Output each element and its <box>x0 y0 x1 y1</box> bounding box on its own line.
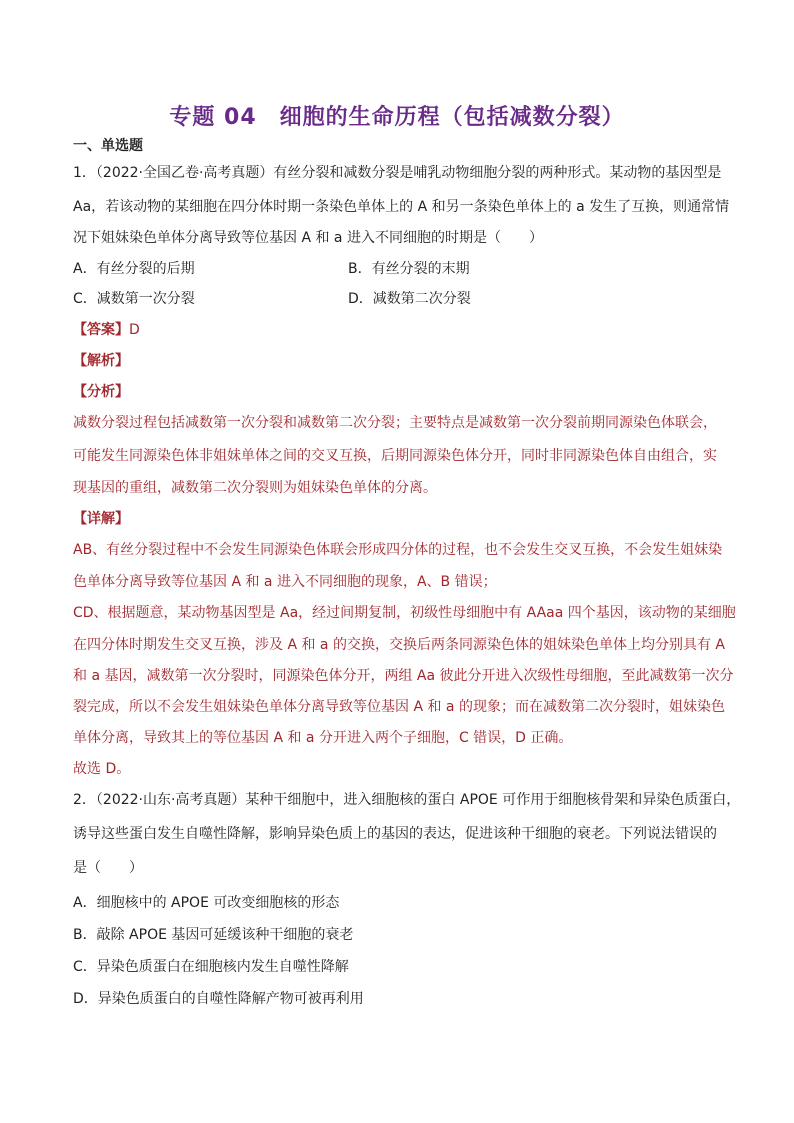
q2-option-c: C．异染色质蛋白在细胞核内发生自噬性降解 <box>73 959 349 975</box>
q1-option-c: C．减数第一次分裂 <box>73 291 195 307</box>
xiangjie-line-3: CD、根据题意，某动物基因型是 Aa，经过间期复制，初级性母细胞中有 AAaa 四个基因，该动物的某细胞 <box>73 605 736 621</box>
q2-stem-line-3: 是（ ） <box>73 860 143 876</box>
analysis-label: 【解析】 <box>73 353 129 369</box>
xiangjie-line-6: 裂完成，所以不会发生姐妹染色单体分离导致等位基因 A 和 a 的现象；而在减数第二次分裂时，姐妹染色 <box>73 699 725 715</box>
page-title: 专题 04 细胞的生命历程（包括减数分裂） <box>169 105 625 130</box>
q1-option-b: B．有丝分裂的末期 <box>348 261 470 277</box>
fenxi-line-3: 现基因的重组，减数第二次分裂则为姐妹染色单体的分离。 <box>73 480 437 496</box>
xiangjie-line-1: AB、有丝分裂过程中不会发生同源染色体联会形成四分体的过程，也不会发生交叉互换，不会发生姐妹染 <box>73 542 723 558</box>
conclusion: 故选 D。 <box>73 761 131 777</box>
q1-answer <box>73 320 723 340</box>
section-heading: 一、单选题 <box>73 138 143 154</box>
q1-option-d: D．减数第二次分裂 <box>348 291 471 307</box>
fenxi-line-1: 减数分裂过程包括减数第一次分裂和减数第二次分裂；主要特点是减数第一次分裂前期同源染色体联会， <box>73 415 717 431</box>
xiangjie-line-4: 在四分体时期发生交叉互换，涉及 A 和 a 的交换，交换后两条同源染色体的姐妹染色单体上均分别具有 A <box>73 637 725 653</box>
xiangjie-line-7: 单体分离，导致其上的等位基因 A 和 a 分开进入两个子细胞，C 错误，D 正确。 <box>73 730 573 746</box>
xiangjie-label: 【详解】 <box>73 511 129 527</box>
q2-option-a: A．细胞核中的 APOE 可改变细胞核的形态 <box>73 895 340 911</box>
q2-option-b: B．敲除 APOE 基因可延缓该种干细胞的衰老 <box>73 927 354 943</box>
fenxi-line-2: 可能发生同源染色体非姐妹单体之间的交叉互换，后期同源染色体分开，同时非同源染色体自由组合，实 <box>73 448 717 464</box>
q2-stem-line-1: 2．（2022·山东·高考真题）某种干细胞中，进入细胞核的蛋白 APOE 可作用于细胞核骨架和异染色质蛋白， <box>73 792 741 808</box>
answer-label: 【答案】 <box>73 322 129 338</box>
q1-stem-line-2: Aa，若该动物的某细胞在四分体时期一条染色单体上的 A 和另一条染色单体上的 a 发生了互换，则通常情 <box>73 199 730 215</box>
q1-stem-line-1: 1．（2022·全国乙卷·高考真题）有丝分裂和减数分裂是哺乳动物细胞分裂的两种形式。某动物的基因型是 <box>73 165 722 181</box>
xiangjie-line-5: 和 a 基因，减数第一次分裂时，同源染色体分开，两组 Aa 彼此分开进入次级性母细胞，至此减数第一次分 <box>73 668 734 684</box>
q1-stem-line-3: 况下姐妹染色单体分离导致等位基因 A 和 a 进入不同细胞的时期是（ ） <box>73 230 543 246</box>
fenxi-label: 【分析】 <box>73 384 129 400</box>
q2-stem-line-2: 诱导这些蛋白发生自噬性降解，影响异染色质上的基因的表达，促进该种干细胞的衰老。下列说法错误的 <box>73 826 717 842</box>
q2-option-d: D．异染色质蛋白的自噬性降解产物可被再利用 <box>73 991 364 1007</box>
q1-option-a: A．有丝分裂的后期 <box>73 261 195 277</box>
xiangjie-line-2: 色单体分离导致等位基因 A 和 a 进入不同细胞的现象，A、B 错误； <box>73 574 497 590</box>
answer-value: D <box>129 322 140 338</box>
